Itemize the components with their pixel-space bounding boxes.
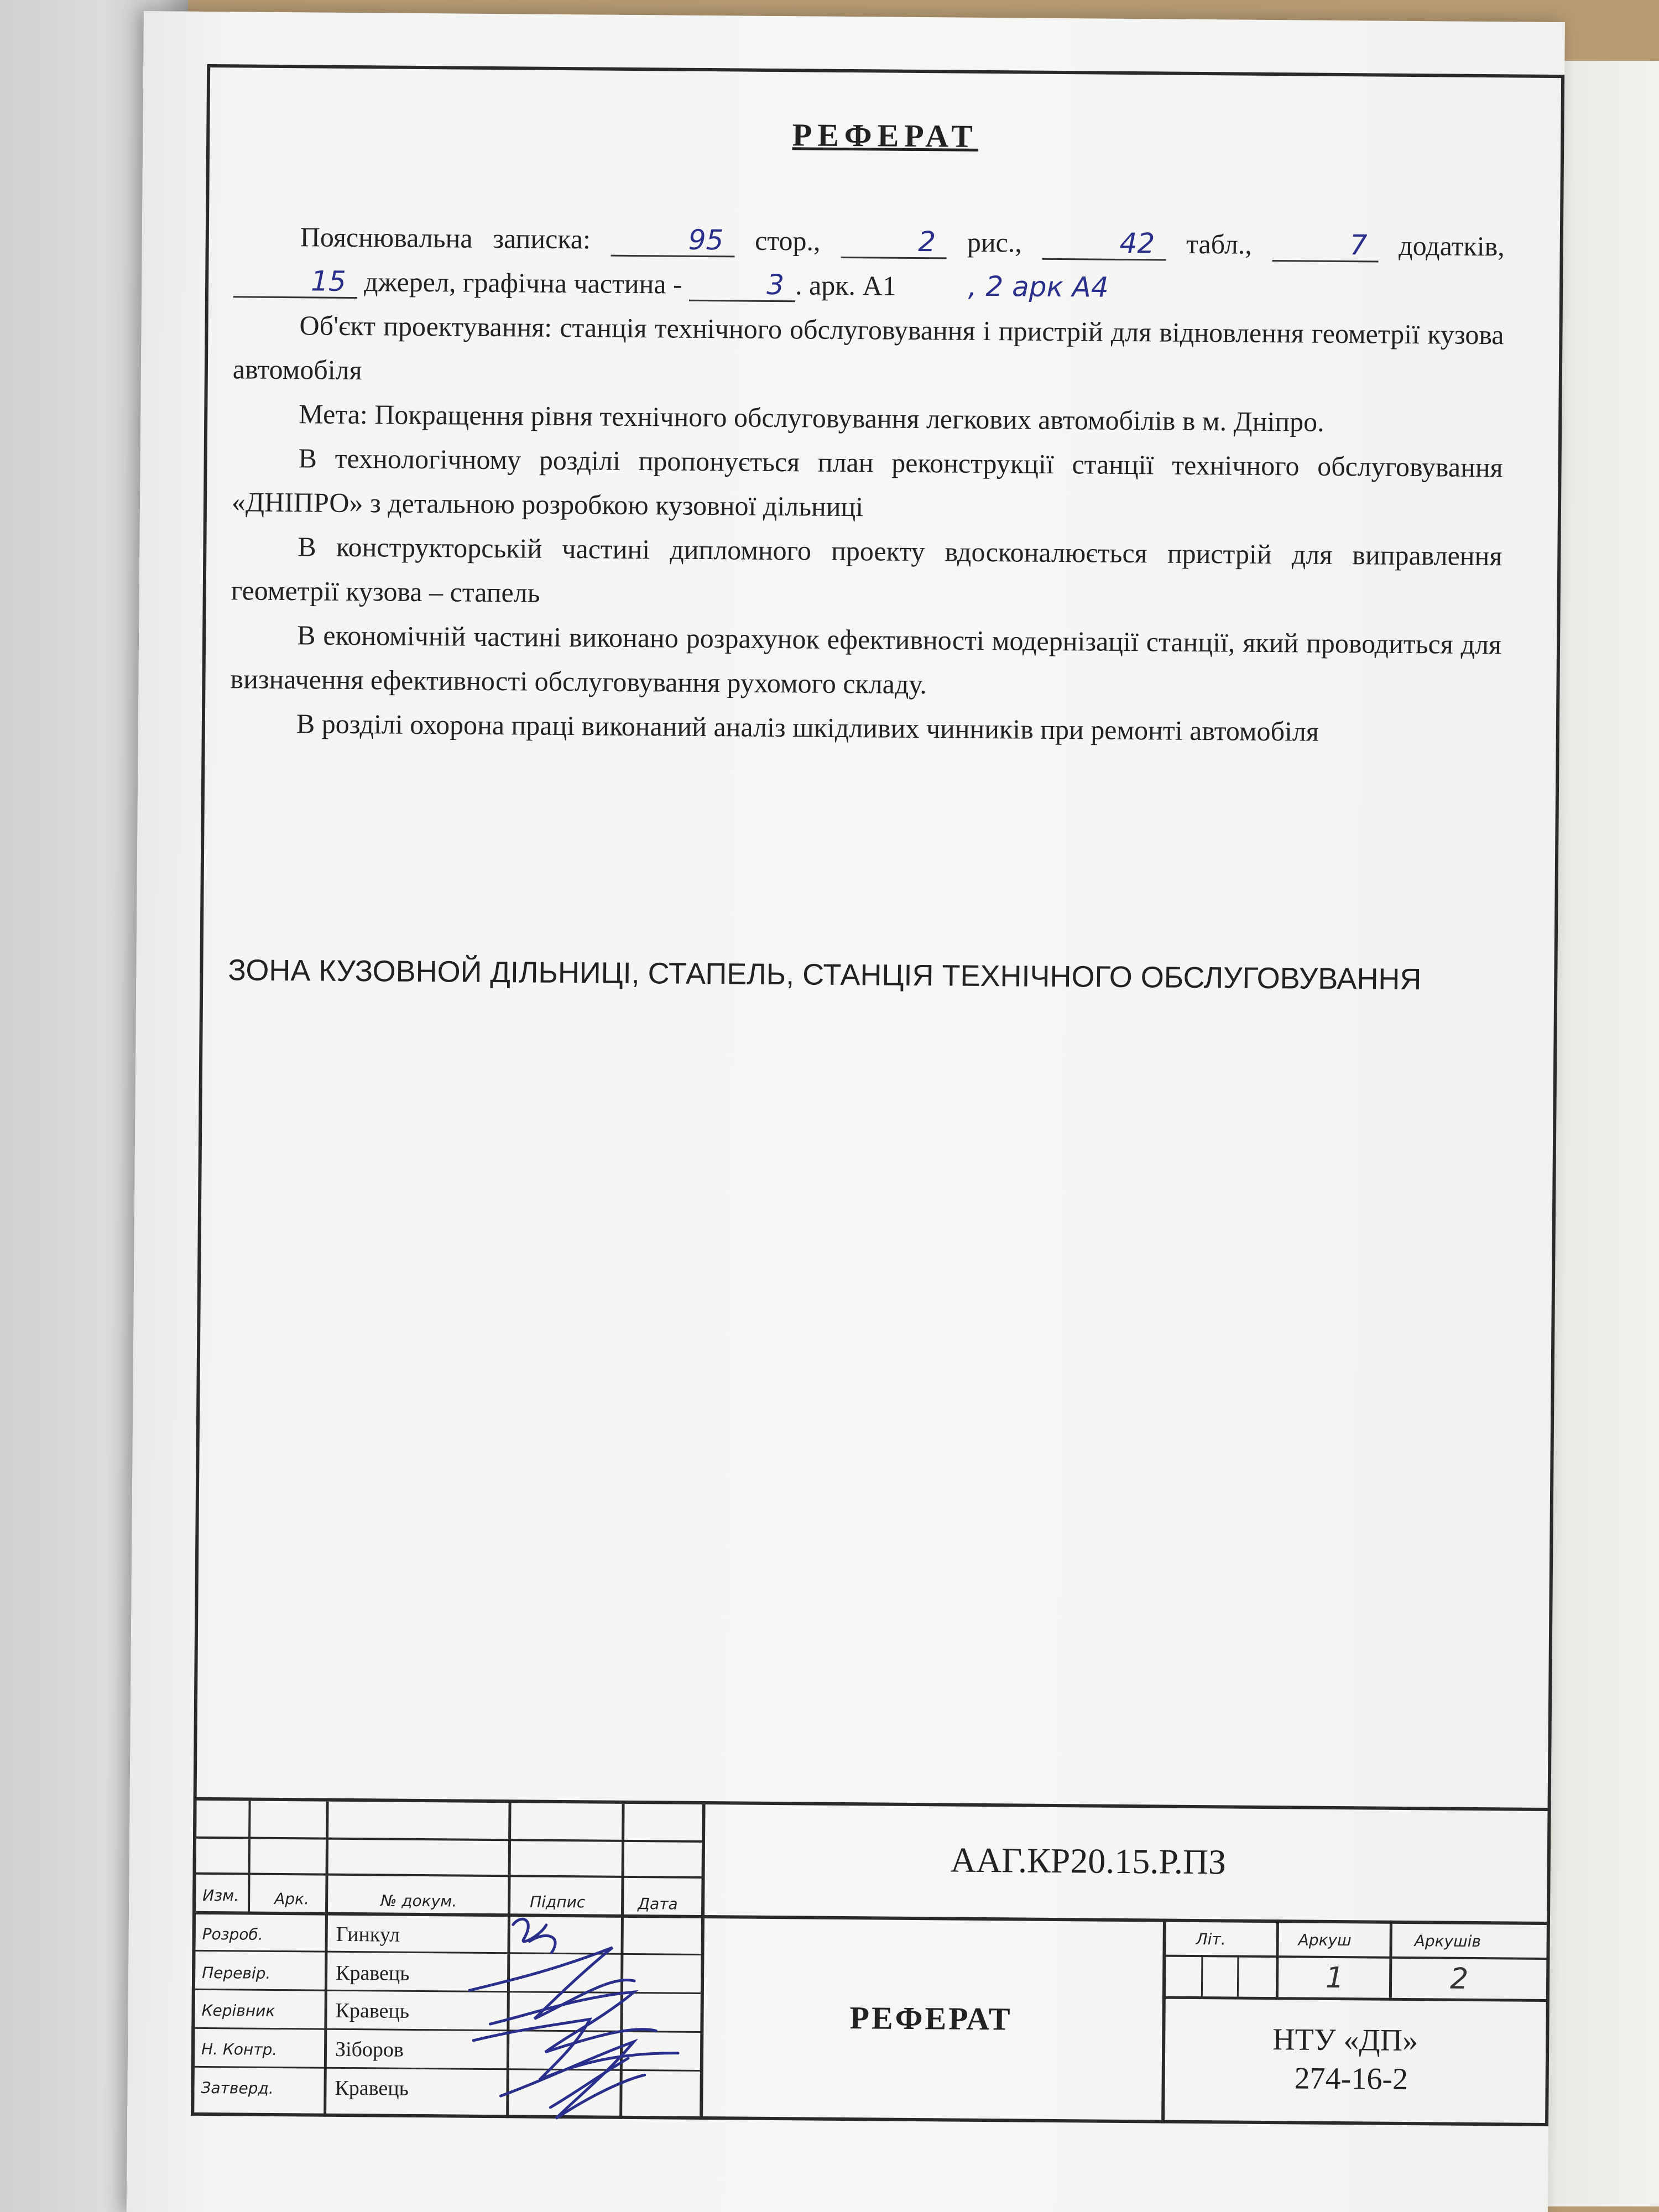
- paragraph-economics: В економічній частині виконано розрахунок ефективності модернізації станції, який проводиться для визначення ефективності обслуговування рухомого складу.: [230, 619, 1502, 700]
- intro-text-5: додатків,: [1399, 229, 1505, 262]
- header-ark: Арк.: [274, 1889, 310, 1908]
- handwritten-sheets: 3: [689, 269, 795, 302]
- document-page: [127, 11, 1565, 2212]
- role-checker: Перевір.: [202, 1963, 271, 1983]
- role-supervisor: Керівник: [201, 2001, 275, 2020]
- sheet-label: Аркуш: [1298, 1931, 1352, 1950]
- stamp-doc-title: РЕФЕРАТ: [849, 2000, 1013, 2037]
- handwritten-extra-sheets: , 2 арк А4: [968, 270, 1109, 304]
- header-date: Дата: [638, 1895, 678, 1913]
- intro-text-1: Пояснювальна записка:: [300, 221, 591, 255]
- page-frame: [191, 64, 1564, 2126]
- handwritten-references: 15: [233, 265, 357, 299]
- header-izm: Изм.: [202, 1886, 239, 1905]
- keywords: ЗОНА КУЗОВНОЙ ДІЛЬНИЦІ, СТАПЕЛЬ, СТАНЦІЯ ТЕХНІЧНОГО ОБСЛУГОВУВАННЯ: [228, 953, 1422, 997]
- sheet-value: 1: [1325, 1961, 1344, 1995]
- paragraph-object: Об'єкт проектування: станція технічного обслуговування і пристрій для відновлення геометрії кузова автомобіля: [232, 310, 1504, 386]
- handwritten-appendices: 7: [1272, 229, 1378, 263]
- sheets-label: Аркушів: [1414, 1932, 1481, 1951]
- document-number: ААГ.КР20.15.Р.ПЗ: [950, 1840, 1227, 1882]
- name-approver: Кравець: [335, 2076, 409, 2100]
- header-sign: Підпис: [530, 1892, 586, 1912]
- intro-text-6: джерел, графічна частина -: [364, 266, 682, 300]
- name-developer: Гинкул: [336, 1922, 400, 1947]
- abstract-body: [230, 214, 1505, 755]
- role-norm-control: Н. Контр.: [201, 2039, 278, 2059]
- name-checker: Кравець: [335, 1961, 410, 1985]
- intro-text-4: табл.,: [1186, 228, 1253, 260]
- name-supervisor: Кравець: [335, 1999, 410, 2023]
- header-doc: № докум.: [380, 1891, 457, 1911]
- role-approver: Затверд.: [201, 2078, 274, 2098]
- intro-line: [233, 214, 1505, 312]
- name-norm-control: Зіборов: [335, 2037, 404, 2062]
- handwritten-pages: 95: [611, 224, 734, 258]
- signatures-scribble: [467, 1913, 712, 2125]
- intro-text-2: стор.,: [754, 225, 821, 257]
- lit-label: Літ.: [1196, 1930, 1226, 1949]
- org-line-1: НТУ «ДП»: [1272, 2022, 1418, 2058]
- paragraph-safety: В розділі охорона праці виконаний аналіз шкідливих чинників при ремонті автомобіля: [296, 708, 1319, 747]
- handwritten-tables: 42: [1042, 227, 1166, 261]
- intro-text-7: . арк. А1: [795, 269, 896, 301]
- sheets-value: 2: [1449, 1962, 1469, 1996]
- paragraph-technology: В технологічному розділі пропонується план реконструкції станції технічного обслуговування «ДНІПРО» з детальною розробкою кузовної дільниці: [231, 442, 1503, 523]
- handwritten-figures: 2: [841, 226, 947, 259]
- title-block: [191, 1797, 1551, 2126]
- org-line-2: 274-16-2: [1294, 2061, 1408, 2097]
- paragraph-design: В конструкторській частині дипломного проекту вдосконалюється пристрій для виправлення геометрії кузова – стапель: [231, 531, 1503, 608]
- role-developer: Розроб.: [202, 1924, 263, 1944]
- page-title: РЕФЕРАТ: [792, 117, 979, 154]
- intro-text-3: рис.,: [967, 226, 1022, 258]
- paragraph-goal: Мета: Покращення рівня технічного обслуговування легкових автомобілів в м. Дніпро.: [299, 398, 1324, 437]
